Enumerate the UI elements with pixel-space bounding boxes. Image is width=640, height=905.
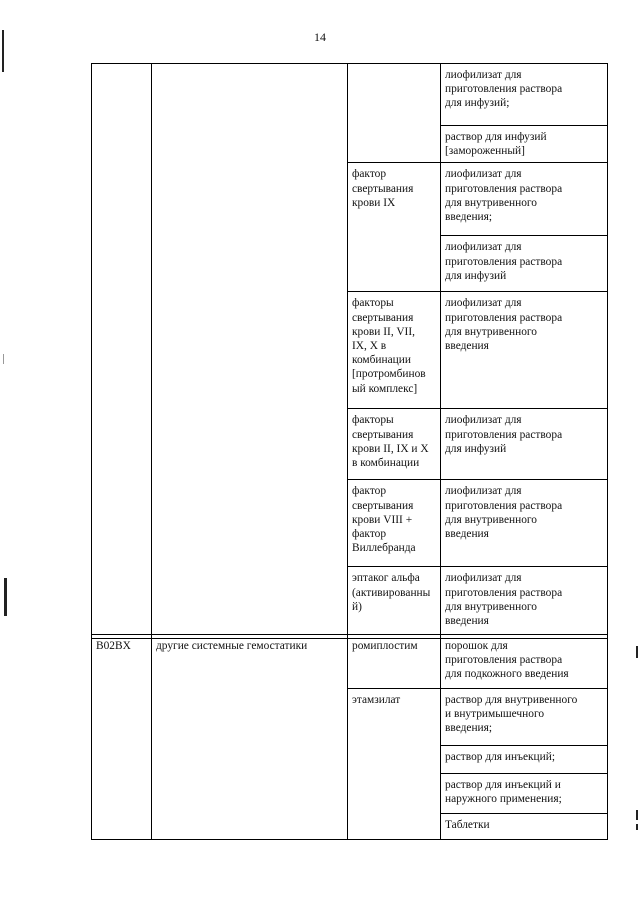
drug-cell: факторы свертывания крови II, VII, IX, X в комбинации [протромбинов ый комплекс] [348, 292, 441, 409]
scan-margin-mark [636, 810, 638, 820]
form-cell: лиофилизат для приготовления раствора для внутривенного введения [441, 292, 608, 409]
form-cell: лиофилизат для приготовления раствора для инфузий [441, 236, 608, 292]
group-name-cell [152, 64, 348, 639]
atc-code-cell [92, 64, 152, 639]
form-cell: раствор для инфузий [замороженный] [441, 126, 608, 163]
form-cell: лиофилизат для приготовления раствора для инфузий [441, 409, 608, 480]
drug-table-group [91, 634, 608, 840]
table-row [92, 64, 608, 126]
form-cell: лиофилизат для приготовления раствора для внутривенного введения [441, 480, 608, 567]
scan-margin-mark [636, 646, 638, 658]
form-cell: порошок для приготовления раствора для подкожного введения [441, 635, 608, 689]
scan-margin-mark [2, 30, 4, 72]
form-cell: раствор для инъекций и наружного применения; [441, 774, 608, 814]
table-row [92, 635, 608, 689]
group-name-cell: другие системные гемостатики [152, 635, 348, 840]
form-cell: Таблетки [441, 814, 608, 840]
scan-margin-mark [4, 578, 7, 616]
drug-cell: факторы свертывания крови II, IX и X в комбинации [348, 409, 441, 480]
drug-cell: фактор свертывания крови IX [348, 163, 441, 292]
form-cell: раствор для внутривенного и внутримышечного введения; [441, 689, 608, 746]
drug-table [91, 63, 608, 639]
form-cell: лиофилизат для приготовления раствора для внутривенного введения [441, 567, 608, 639]
form-cell: лиофилизат для приготовления раствора для внутривенного введения; [441, 163, 608, 236]
drug-cell: эптаког альфа (активированны й) [348, 567, 441, 639]
drug-cell: фактор свертывания крови VIII + фактор Виллебранда [348, 480, 441, 567]
form-cell: раствор для инъекций; [441, 746, 608, 774]
page-number: 14 [314, 30, 326, 44]
form-cell: лиофилизат для приготовления раствора для инфузий; [441, 64, 608, 126]
drug-cell: этамзилат [348, 689, 441, 840]
drug-cell: ромиплостим [348, 635, 441, 689]
drug-cell [348, 64, 441, 163]
scan-margin-mark [3, 354, 4, 364]
atc-code-cell: B02BX [92, 635, 152, 840]
scan-margin-mark [636, 824, 638, 830]
